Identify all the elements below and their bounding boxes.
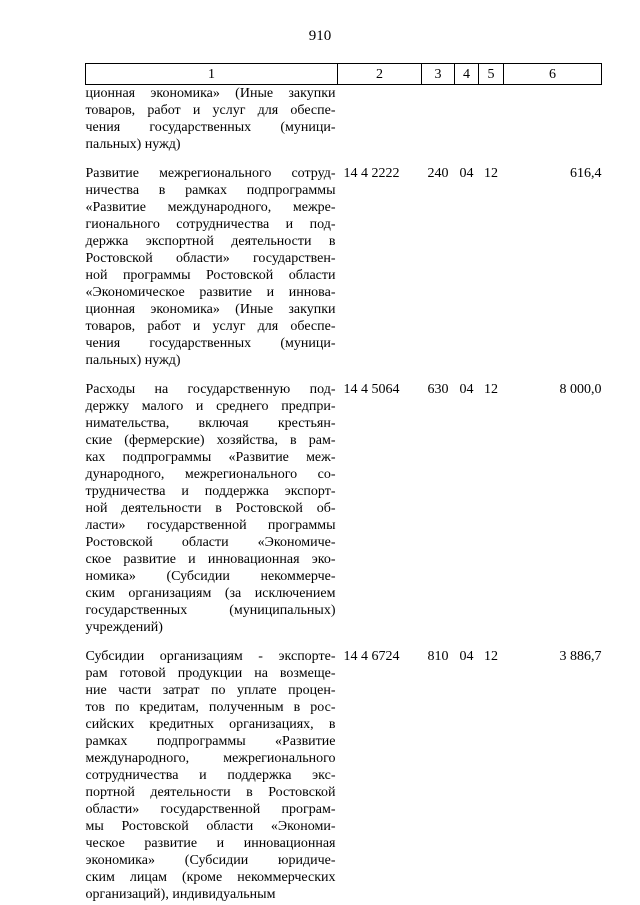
subsection-code: 12 [484, 382, 498, 397]
description-line: товаров, работ и услуг для обеспе- [85, 103, 336, 118]
section-code [455, 85, 479, 154]
table-header-row [86, 64, 602, 85]
description-line: рам готовой продукции на возмеще- [85, 666, 336, 681]
page-number: 910 [308, 28, 332, 44]
description-line: «Развитие международного, межре- [85, 200, 336, 215]
description-line: ной деятельности в Ростовской об- [85, 501, 336, 516]
row-description [86, 381, 338, 636]
description-line: товаров, работ и услуг для обеспе- [85, 319, 336, 334]
row-spacer [86, 153, 602, 165]
row-description [86, 85, 338, 154]
description-line: пальных) нужд) [85, 137, 181, 152]
row-description [86, 165, 338, 369]
amount: 8 000,0 [559, 382, 602, 397]
description-line: учреждений) [85, 620, 163, 635]
budget-table [85, 63, 602, 903]
description-line: держка экспортной деятельности в [85, 234, 336, 249]
header-col-5: 5 [479, 64, 504, 85]
description-line: портной деятельности в Ростовской [85, 785, 336, 800]
description-line: организаций), индивидуальным [85, 887, 276, 902]
row-spacer [86, 369, 602, 381]
description-line: тов по кредитам, полученным в рос- [85, 700, 336, 715]
expense-type-code: 810 [427, 649, 449, 664]
subsection-code: 12 [484, 166, 498, 181]
amount: 3 886,7 [559, 649, 602, 664]
row-spacer [86, 636, 602, 648]
description-line: ские (фермерские) хозяйства, в рам- [85, 433, 336, 448]
subsection-code: 12 [484, 649, 498, 664]
description-line: «Экономическое развитие и иннова- [85, 285, 336, 300]
description-line: держку малого и среднего предпри- [85, 399, 336, 414]
target-article-code: 14 4 5064 [343, 382, 400, 397]
table-body [86, 85, 602, 904]
description-line: гионального сотрудничества и под- [85, 217, 336, 232]
expense-type-code [422, 85, 455, 154]
amount [504, 85, 602, 154]
description-line: ским организациям (за исключением [85, 586, 336, 601]
header-col-4: 4 [455, 64, 479, 85]
subsection-code [479, 85, 504, 154]
description-line: трудничества и поддержка экспорт- [85, 484, 336, 499]
target-article-code: 14 4 2222 [343, 166, 400, 181]
table-row [86, 165, 602, 369]
target-article-code [338, 85, 422, 154]
header-col-6: 6 [504, 64, 602, 85]
description-line: ках подпрограммы «Развитие меж- [85, 450, 336, 465]
description-line: Субсидии организациям - экспорте- [85, 649, 336, 664]
table-row [86, 381, 602, 636]
header-col-1: 1 [86, 64, 338, 85]
row-description [86, 648, 338, 903]
target-article-code: 14 4 6724 [343, 649, 400, 664]
table-row [86, 85, 602, 154]
description-line: ским лицам (кроме некоммерческих [85, 870, 336, 885]
expense-type-code: 240 [427, 166, 449, 181]
description-line: сийских кредитных организациях, в [85, 717, 336, 732]
description-line: нимательства, включая крестьян- [85, 416, 336, 431]
description-line: Ростовской области «Экономиче- [85, 535, 336, 550]
description-line: Развитие межрегионального сотруд- [85, 166, 336, 181]
amount: 616,4 [570, 166, 602, 181]
expense-type-code: 630 [427, 382, 449, 397]
description-line: Расходы на государственную под- [85, 382, 336, 397]
description-line: чения государственных (муници- [85, 120, 336, 135]
description-line: номика» (Субсидии некоммерче- [85, 569, 336, 584]
description-line: ское развитие и инновационная эко- [85, 552, 336, 567]
description-line: мы Ростовской области «Экономи- [85, 819, 336, 834]
description-line: ничества в рамках подпрограммы [85, 183, 336, 198]
description-line: ной программы Ростовской области [85, 268, 336, 283]
description-line: рамках подпрограммы «Развитие [85, 734, 336, 749]
description-line: Ростовской области» государствен- [85, 251, 336, 266]
description-line: международного, межрегионального [85, 751, 336, 766]
description-line: ционная экономика» (Иные закупки [85, 86, 336, 101]
section-code: 04 [459, 166, 474, 181]
description-line: чения государственных (муници- [85, 336, 336, 351]
description-line: сотрудничества и поддержка экс- [85, 768, 336, 783]
section-code: 04 [459, 649, 474, 664]
description-line: ние части затрат по уплате процен- [85, 683, 336, 698]
header-col-3: 3 [422, 64, 455, 85]
description-line: ческое развитие и инновационная [85, 836, 336, 851]
description-line: ласти» государственной программы [85, 518, 336, 533]
description-line: экономика» (Субсидии юридиче- [85, 853, 336, 868]
header-col-2: 2 [338, 64, 422, 85]
table-row [86, 648, 602, 903]
description-line: пальных) нужд) [85, 353, 181, 368]
description-line: области» государственной програм- [85, 802, 336, 817]
section-code: 04 [459, 382, 474, 397]
description-line: ционная экономика» (Иные закупки [85, 302, 336, 317]
description-line: дународного, межрегионального со- [85, 467, 336, 482]
description-line: государственных (муниципальных) [85, 603, 336, 618]
